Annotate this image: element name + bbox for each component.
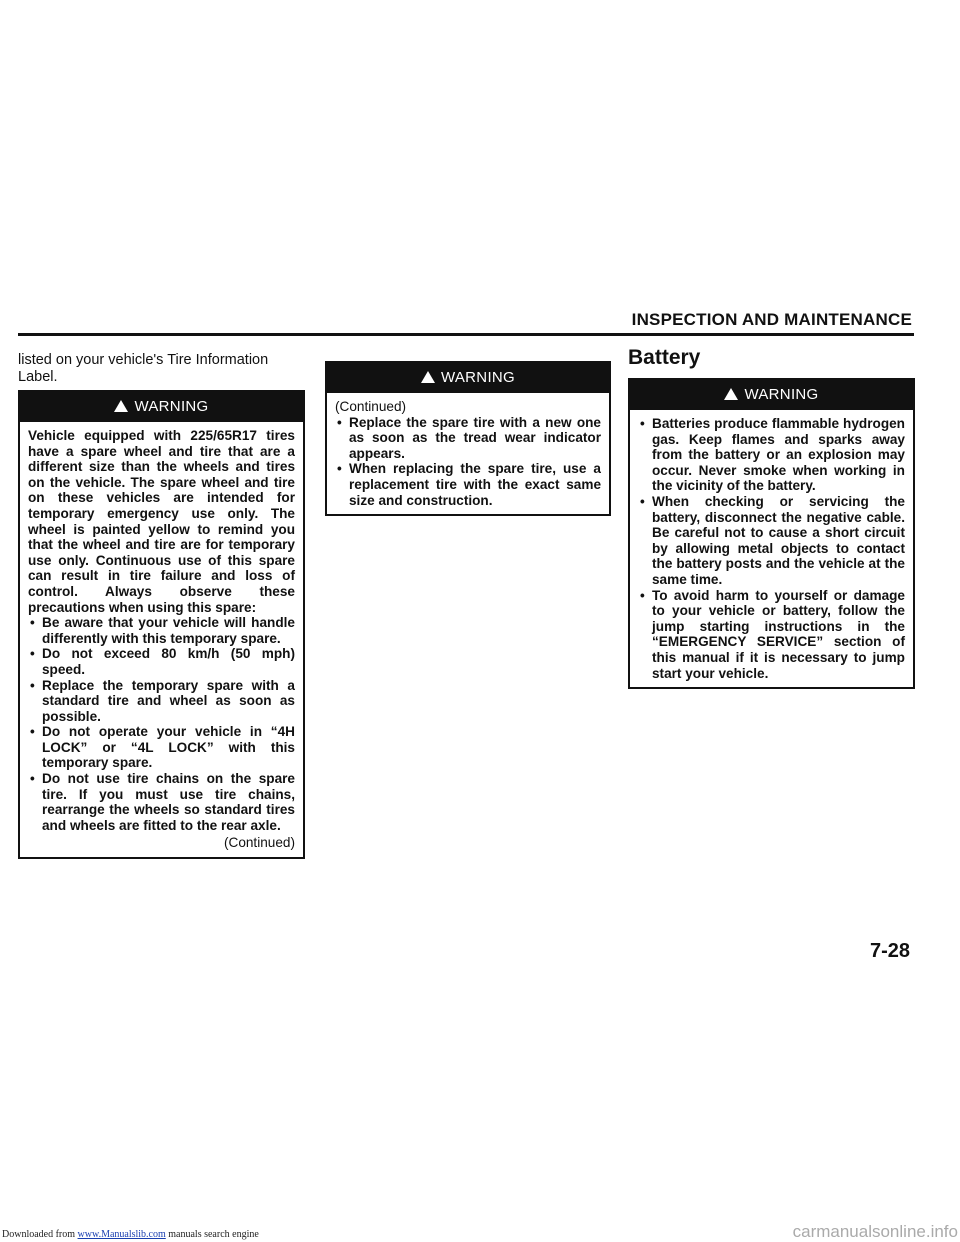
warning-list-item: • To avoid harm to yourself or damage to your vehicle or battery, follow the jump starting instructions in the “EMERGENCY SERVICE” section of this manual if it is necessary to jump start your vehicle. xyxy=(638,588,905,682)
footer-suffix: manuals search engine xyxy=(165,1229,259,1240)
warning-body xyxy=(327,393,609,514)
warning-list-item: • Replace the spare tire with a new one as soon as the tread wear indicator appears. xyxy=(335,415,601,462)
warning-triangle-icon xyxy=(114,400,128,412)
header-rule xyxy=(18,333,914,336)
warning-label: WARNING xyxy=(134,398,209,415)
warning-list xyxy=(638,416,905,681)
warning-list-item: • Do not exceed 80 km/h (50 mph) speed. xyxy=(28,646,295,677)
warning-label: WARNING xyxy=(744,386,819,403)
warning-box-battery xyxy=(628,378,915,689)
section-heading: Battery xyxy=(628,346,701,369)
warning-header xyxy=(630,380,913,410)
warning-triangle-icon xyxy=(421,371,435,383)
continued-note: (Continued) xyxy=(223,835,295,851)
warning-triangle-icon xyxy=(724,388,738,400)
warning-box-spare-tire-continued xyxy=(325,361,611,516)
warning-list-item: • Batteries produce flammable hydrogen gas. Keep flames and sparks away from the battery or an explosion may occur. Never smoke when working in the vicinity of the battery. xyxy=(638,416,905,494)
continued-note: (Continued) xyxy=(335,399,407,414)
warning-box-spare-tire xyxy=(18,390,305,859)
footer-prefix: Downloaded from xyxy=(2,1229,78,1240)
footer-text xyxy=(2,1229,259,1240)
warning-list-item: • Be aware that your vehicle will handle differently with this temporary spare. xyxy=(28,615,295,646)
warning-list-item: • Do not operate your vehicle in “4H LOCK” or “4L LOCK” with this temporary spare. xyxy=(28,724,295,771)
warning-header xyxy=(327,363,609,393)
watermark: carmanualsonline.info xyxy=(792,1222,958,1241)
warning-body xyxy=(20,422,303,857)
warning-list xyxy=(335,415,601,509)
warning-body xyxy=(630,410,913,687)
page-number: 7-28 xyxy=(869,940,910,962)
warning-list-item: • When replacing the spare tire, use a replacement tire with the exact same size and construction. xyxy=(335,461,601,508)
warning-list-item: • Do not use tire chains on the spare tire. If you must use tire chains, rearrange the wheels so standard tires and wheels are fitted to the rear axle. xyxy=(28,771,295,833)
running-header: INSPECTION AND MAINTENANCE xyxy=(631,310,912,329)
warning-paragraph: Vehicle equipped with 225/65R17 tires have a spare wheel and tire that are a different size than the wheels and tires on the vehicle. The spare wheel and tire on these vehicles are intended for temporary emergency use only. The wheel is painted yellow to remind you that the wheel and tire are for temporary use only. Continuous use of this spare can result in tire failure and loss of control. Always observe these precautions when using this spare: xyxy=(28,428,295,615)
manualslib-link[interactable]: www.Manualslib.com xyxy=(77,1229,166,1240)
warning-header xyxy=(20,392,303,422)
warning-list-item: • When checking or servicing the battery, disconnect the negative cable. Be careful not to cause a short circuit by allowing metal objects to contact the battery posts and the vehicle at the same time. xyxy=(638,494,905,588)
warning-label: WARNING xyxy=(440,369,516,386)
warning-list-item: • Replace the temporary spare with a standard tire and wheel as soon as possible. xyxy=(28,678,295,725)
intro-text: listed on your vehicle's Tire Information Label. xyxy=(18,352,269,385)
warning-list xyxy=(28,615,295,833)
download-footer xyxy=(0,1222,960,1242)
